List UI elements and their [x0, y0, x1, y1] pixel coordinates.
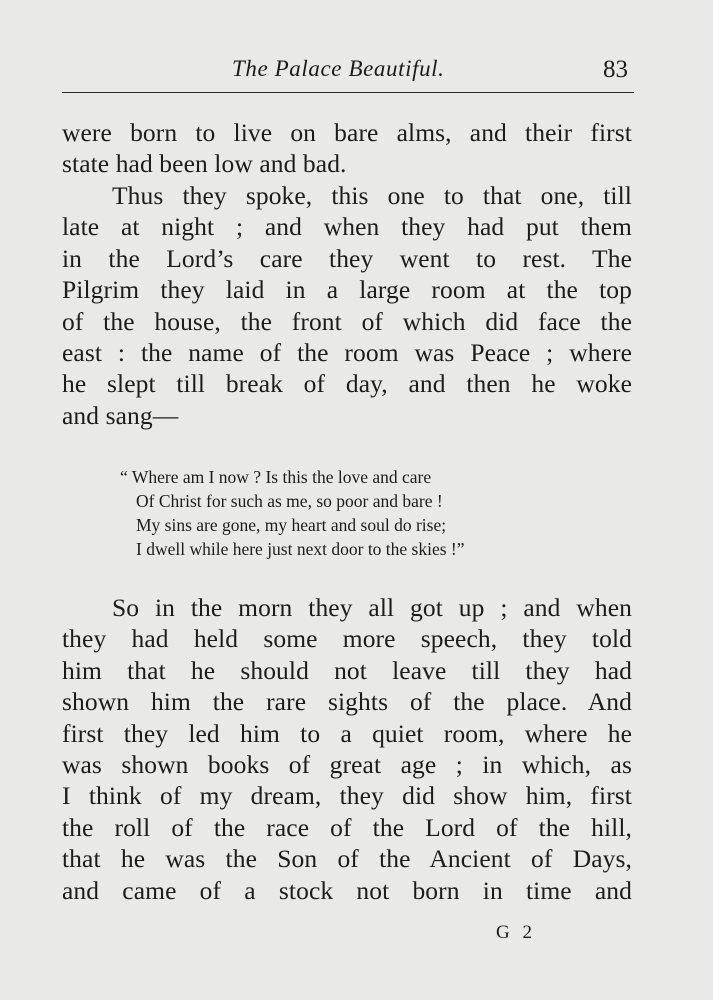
- text-line: and came of a stock not born in time and: [62, 875, 632, 905]
- poem-line: “ Where am I now ? Is this the love and care: [120, 467, 432, 487]
- poem-line: I dwell while here just next door to the skies !”: [136, 539, 465, 559]
- text-line: I think of my dream, they did show him, first: [62, 781, 632, 811]
- text-line: east : the name of the room was Peace ; where: [62, 338, 632, 368]
- text-line: late at night ; and when they had put them: [62, 212, 632, 242]
- page-header: [62, 52, 634, 92]
- text-line: was shown books of great age ; in which, as: [62, 750, 632, 780]
- text-line: Pilgrim they laid in a large room at the top: [62, 275, 632, 305]
- header-rule: [62, 92, 634, 93]
- text-line: So in the morn they all got up ; and when: [112, 593, 632, 622]
- poem-line: My sins are gone, my heart and soul do rise;: [136, 515, 447, 535]
- text-line: first they led him to a quiet room, where he: [62, 718, 632, 748]
- text-line: were born to live on bare alms, and their first: [62, 118, 632, 147]
- text-line: they had held some more speech, they told: [62, 624, 632, 654]
- running-title: The Palace Beautiful.: [232, 56, 445, 81]
- text-line: in the Lord’s care they went to rest. The: [62, 243, 632, 273]
- paragraph-1: [62, 117, 632, 180]
- poem-line: Of Christ for such as me, so poor and bare !: [136, 491, 443, 511]
- paragraph-2: [62, 180, 632, 431]
- text-line: that he was the Son of the Ancient of Days,: [62, 844, 632, 874]
- text-line: state had been low and bad.: [62, 149, 347, 179]
- text-line: him that he should not leave till they had: [62, 655, 632, 685]
- poem: [120, 465, 465, 561]
- paragraph-3: [62, 592, 632, 906]
- text-line: shown him the rare sights of the place. And: [62, 687, 632, 717]
- page-number: 83: [603, 56, 628, 83]
- text-line: he slept till break of day, and then he woke: [62, 369, 632, 399]
- text-line: Thus they spoke, this one to that one, till: [112, 181, 632, 210]
- text-line: and sang—: [62, 400, 179, 430]
- signature-mark: G 2: [496, 922, 536, 943]
- text-line: the roll of the race of the Lord of the hill,: [62, 812, 632, 842]
- text-line: of the house, the front of which did face the: [62, 306, 632, 336]
